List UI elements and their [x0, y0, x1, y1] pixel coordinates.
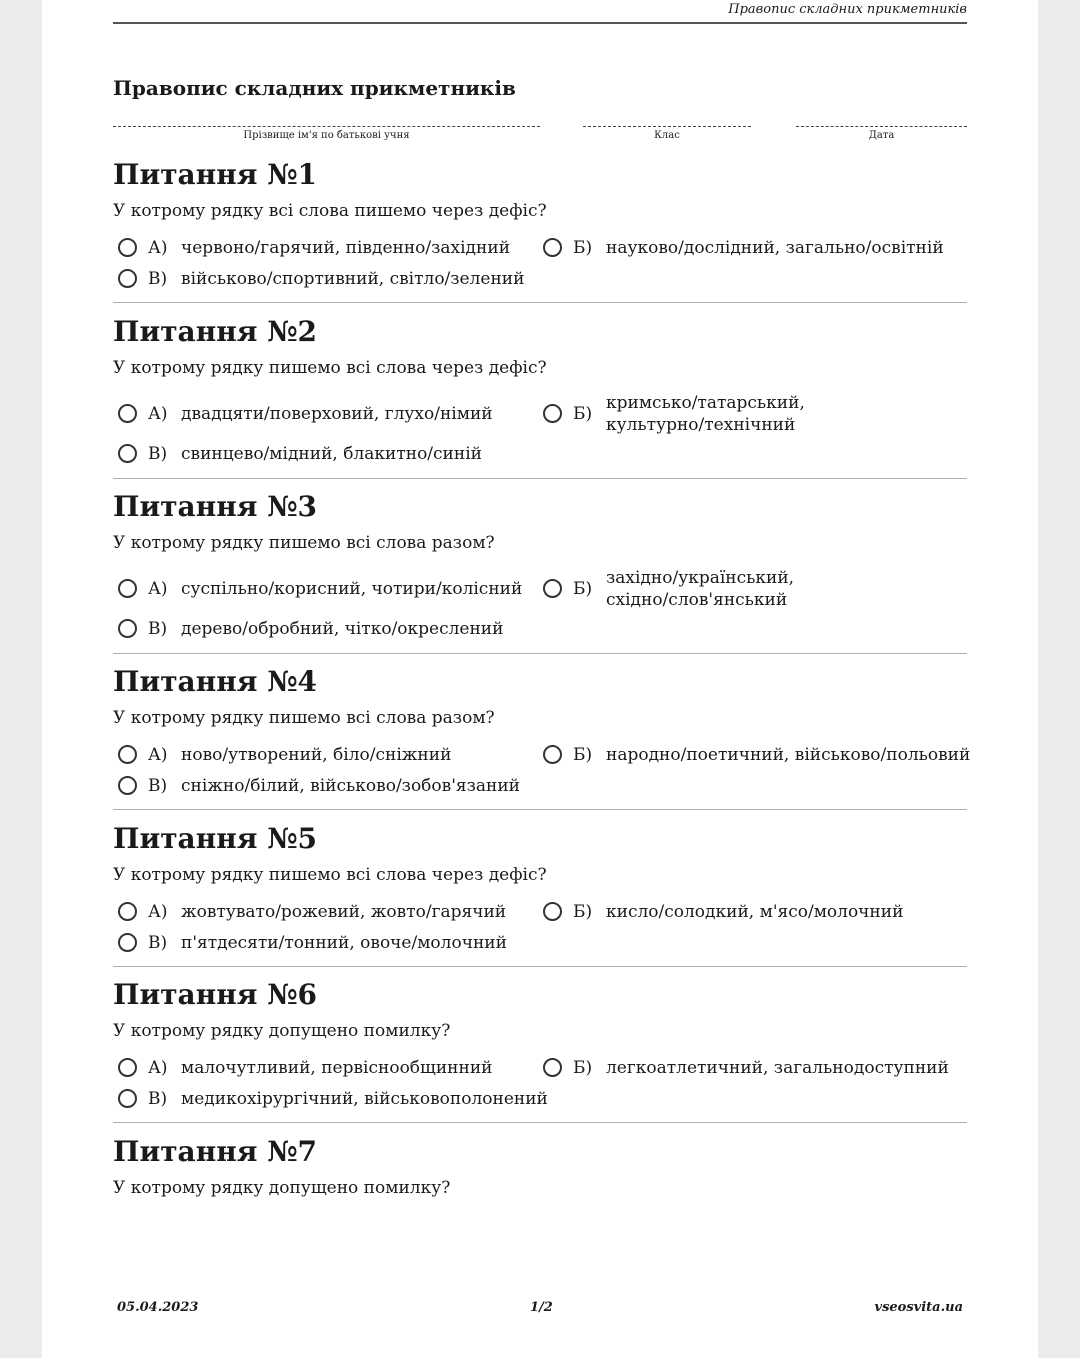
radio-button[interactable]	[543, 404, 562, 423]
question-title: Питання №2	[113, 315, 318, 348]
footer-site: vseosvita.ua	[874, 1300, 963, 1315]
radio-button[interactable]	[543, 238, 562, 257]
option-letter: Б)	[573, 1058, 593, 1078]
question-title: Питання №6	[113, 978, 318, 1011]
radio-button[interactable]	[118, 444, 137, 463]
radio-button[interactable]	[543, 1058, 562, 1077]
question-4	[113, 665, 971, 810]
option-text: ново/утворений, біло/сніжний	[181, 745, 452, 765]
question-1	[113, 158, 967, 303]
question-title: Питання №3	[113, 490, 318, 523]
option-letter: Б)	[573, 238, 593, 258]
question-6	[113, 978, 967, 1123]
footer-page-number: 1/2	[530, 1300, 553, 1315]
option-text: суспільно/корисний, чотири/колісний	[181, 579, 523, 599]
option-text: кримсько/татарський, культурно/технічний	[606, 393, 805, 435]
option-letter: В)	[148, 776, 168, 796]
option-letter: А)	[148, 404, 168, 424]
radio-button[interactable]	[118, 776, 137, 795]
page-footer	[117, 1298, 963, 1318]
question-title: Питання №1	[113, 158, 318, 191]
date-line	[796, 116, 967, 127]
option-text: західно/український, східно/слов'янський	[606, 568, 795, 610]
radio-button[interactable]	[118, 933, 137, 952]
page-content	[113, 0, 971, 1358]
option-letter: В)	[148, 444, 168, 464]
option-text: п'ятдесяти/тонний, овоче/молочний	[181, 933, 507, 953]
radio-button[interactable]	[118, 404, 137, 423]
student-name-label: Прізвище ім'я по батькові учня	[243, 130, 410, 141]
option-text: військово/спортивний, світло/зелений	[181, 269, 525, 289]
radio-button[interactable]	[543, 745, 562, 764]
radio-button[interactable]	[118, 902, 137, 921]
footer-date: 05.04.2023	[117, 1300, 199, 1315]
question-title: Питання №5	[113, 822, 318, 855]
option-text: червоно/гарячий, південно/західний	[181, 238, 511, 258]
option-letter: А)	[148, 745, 168, 765]
question-text: У котрому рядку допущено помилку?	[113, 1021, 451, 1041]
radio-button[interactable]	[118, 745, 137, 764]
question-text: У котрому рядку пишемо всі слова через дефіс?	[113, 358, 547, 378]
option-text: сніжно/білий, військово/зобов'язаний	[181, 776, 521, 796]
option-text: дерево/обробний, чітко/окреслений	[181, 619, 504, 639]
option-text: свинцево/мідний, блакитно/синій	[181, 444, 482, 464]
radio-button[interactable]	[543, 579, 562, 598]
question-text: У котрому рядку пишемо всі слова через дефіс?	[113, 865, 547, 885]
option-text: легкоатлетичний, загальнодоступний	[606, 1058, 949, 1078]
class-line	[583, 116, 751, 127]
question-text: У котрому рядку всі слова пишемо через дефіс?	[113, 201, 547, 221]
option-text: малочутливий, первіснообщинний	[181, 1058, 493, 1078]
question-title: Питання №7	[113, 1135, 318, 1168]
option-letter: А)	[148, 1058, 168, 1078]
option-text: жовтувато/рожевий, жовто/гарячий	[181, 902, 507, 922]
radio-button[interactable]	[118, 1089, 137, 1108]
option-letter: В)	[148, 1089, 168, 1109]
option-letter: В)	[148, 269, 168, 289]
class-field[interactable]	[583, 116, 751, 146]
option-letter: А)	[148, 579, 168, 599]
option-letter: А)	[148, 238, 168, 258]
student-name-line	[113, 116, 540, 127]
running-header: Правопис складних прикметників	[113, 0, 967, 24]
class-label: Клас	[654, 130, 680, 141]
radio-button[interactable]	[543, 902, 562, 921]
option-letter: В)	[148, 619, 168, 639]
option-letter: А)	[148, 902, 168, 922]
question-title: Питання №4	[113, 665, 318, 698]
radio-button[interactable]	[118, 1058, 137, 1077]
question-7	[113, 1135, 967, 1205]
question-3	[113, 490, 967, 654]
question-5	[113, 822, 967, 967]
radio-button[interactable]	[118, 619, 137, 638]
question-2	[113, 315, 967, 479]
option-text: науково/дослідний, загально/освітній	[606, 238, 944, 258]
question-text: У котрому рядку допущено помилку?	[113, 1178, 451, 1198]
option-letter: В)	[148, 933, 168, 953]
date-label: Дата	[868, 130, 895, 141]
question-text: У котрому рядку пишемо всі слова разом?	[113, 708, 495, 728]
option-letter: Б)	[573, 579, 593, 599]
radio-button[interactable]	[118, 269, 137, 288]
radio-button[interactable]	[118, 238, 137, 257]
option-letter: Б)	[573, 902, 593, 922]
student-name-field[interactable]	[113, 116, 540, 146]
option-text: медикохірургічний, військовополонений	[181, 1089, 548, 1109]
student-info-fields	[113, 116, 967, 146]
option-text: двадцяти/поверховий, глухо/німий	[181, 404, 493, 424]
question-text: У котрому рядку пишемо всі слова разом?	[113, 533, 495, 553]
document-title: Правопис складних прикметників	[113, 76, 516, 100]
radio-button[interactable]	[118, 579, 137, 598]
option-text: народно/поетичний, військово/польовий	[606, 745, 971, 765]
option-letter: Б)	[573, 745, 593, 765]
date-field[interactable]	[796, 116, 967, 146]
worksheet-page	[42, 0, 1038, 1358]
option-text: кисло/солодкий, м'ясо/молочний	[606, 902, 904, 922]
option-letter: Б)	[573, 404, 593, 424]
